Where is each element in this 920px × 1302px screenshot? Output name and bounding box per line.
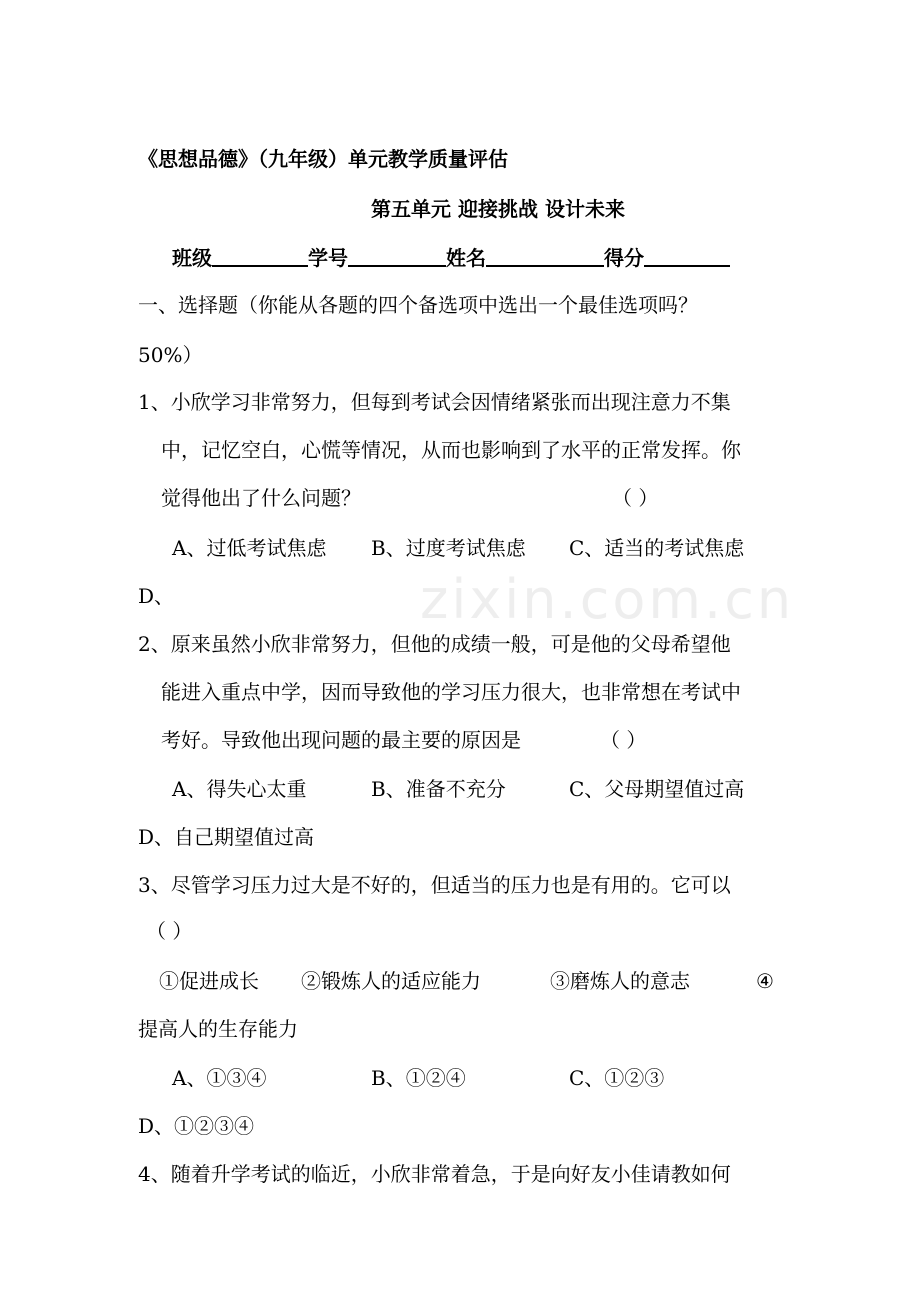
- q2-line1: 2、原来虽然小欣非常努力，但他的成绩一般，可是他的父母希望他: [138, 632, 731, 656]
- name-label: 姓名: [446, 246, 486, 270]
- q1-line1: 1、小欣学习非常努力，但每到考试会因情绪紧张而出现注意力不集: [138, 390, 731, 414]
- q3-option-a: A、①③④: [172, 1066, 267, 1090]
- q3-item-3: ③磨炼人的意志: [550, 969, 690, 993]
- q3-option-b: B、①②④: [371, 1066, 466, 1090]
- q3-item-4-mark: ④: [756, 969, 774, 993]
- q4-line1: 4、随着升学考试的临近，小欣非常着急，于是向好友小佳请教如何: [138, 1162, 731, 1186]
- number-label: 学号: [308, 246, 348, 270]
- q3-option-c: C、①②③: [569, 1066, 665, 1090]
- q2-line2: 能进入重点中学，因而导致他的学习压力很大，也非常想在考试中: [161, 680, 741, 704]
- q1-line3: 觉得他出了什么问题？: [161, 486, 361, 510]
- document-title: 《思想品德》（九年级）单元教学质量评估: [138, 147, 508, 171]
- q2-option-c: C、父母期望值过高: [569, 777, 745, 801]
- q3-item-2: ②锻炼人的适应能力: [301, 969, 481, 993]
- unit-title: [0, 193, 920, 222]
- section-heading: 一、选择题（你能从各题的四个备选项中选出一个最佳选项吗？: [138, 293, 698, 317]
- q3-option-d: D、①②③④: [138, 1114, 255, 1138]
- q3-line1: 3、尽管学习压力过大是不好的，但适当的压力也是有用的。它可以: [138, 873, 731, 897]
- q3-answer-paren[interactable]: （ ）: [146, 919, 193, 943]
- watermark: zixin.com.cn: [420, 568, 795, 631]
- q1-option-d: D、: [138, 584, 175, 608]
- q1-answer-paren[interactable]: （ ）: [612, 486, 659, 510]
- q1-line2: 中，记忆空白，心慌等情况，从而也影响到了水平的正常发挥。你: [161, 438, 741, 462]
- q2-option-b: B、准备不充分: [371, 777, 506, 801]
- class-label: 班级: [172, 246, 212, 270]
- score-blank[interactable]: [644, 245, 730, 267]
- q1-option-c: C、适当的考试焦虑: [569, 536, 745, 560]
- student-info-row: [172, 242, 730, 271]
- class-blank[interactable]: [212, 245, 308, 267]
- q2-line3: 考好。导致他出现问题的最主要的原因是: [161, 728, 521, 752]
- q3-item-1: ①促进成长: [159, 969, 259, 993]
- unit-title-text: 第五单元 迎接挑战 设计未来: [371, 197, 625, 221]
- q1-option-a: A、过低考试焦虑: [172, 536, 327, 560]
- section-heading-cont: 50%）: [138, 343, 203, 367]
- q2-answer-paren[interactable]: （ ）: [600, 728, 647, 752]
- number-blank[interactable]: [348, 245, 446, 267]
- score-label: 得分: [604, 246, 644, 270]
- q1-option-b: B、过度考试焦虑: [371, 536, 526, 560]
- q2-option-a: A、得失心太重: [172, 777, 307, 801]
- q2-option-d: D、自己期望值过高: [138, 825, 315, 849]
- name-blank[interactable]: [486, 245, 604, 267]
- q3-item-4-text: 提高人的生存能力: [138, 1017, 298, 1041]
